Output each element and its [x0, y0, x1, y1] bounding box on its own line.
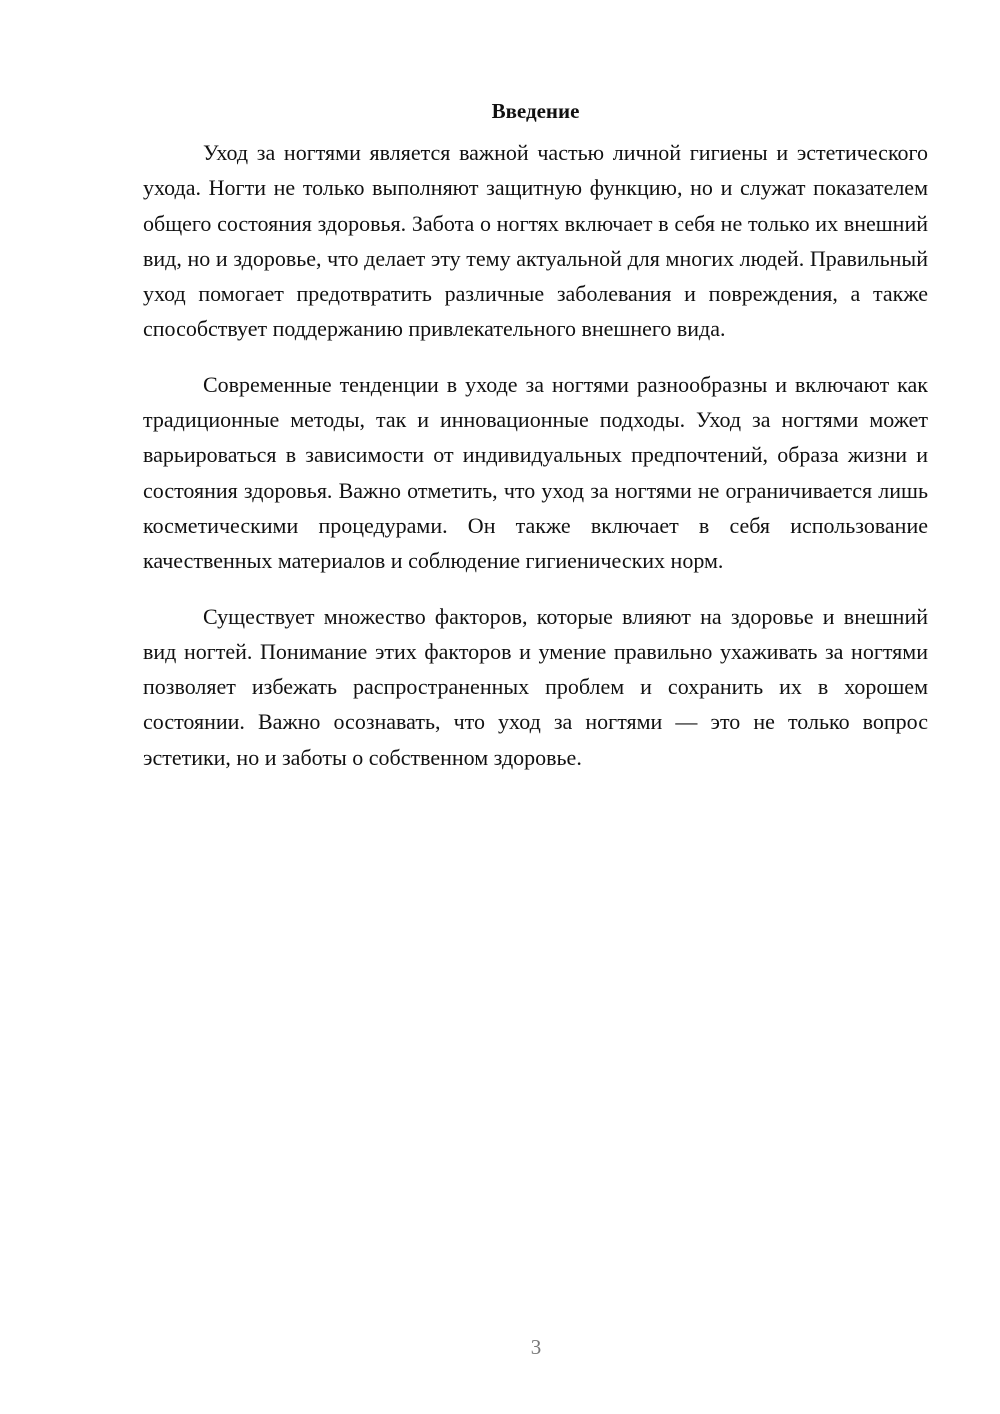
page-number: 3 — [530, 1335, 542, 1359]
paragraph-1: Уход за ногтями является важной частью личной гигиены и эстетического ухода. Ногти не только выполняют защитную функцию, но и служат показателем общего состояния здоровья. Забота о ногтях включает в себя не только их внешний вид, но и здоровье, что делает эту тему актуальной для многих людей. Правильный уход помогает предотвратить различные заболевания и повреждения, а также способствует поддержанию привлекательного внешнего вида. — [143, 140, 928, 342]
page-content — [143, 96, 928, 795]
section-title: Введение — [491, 99, 580, 123]
paragraph-2: Современные тенденции в уходе за ногтями разнообразны и включают как традиционные методы, так и инновационные подходы. Уход за ногтями может варьироваться в зависимости от индивидуальных предпочтений, образа жизни и состояния здоровья. Важно отметить, что уход за ногтями не ограничивается лишь косметическими процедурами. Он также включает в себя использование качественных материалов и соблюдение гигиенических норм. — [143, 371, 928, 574]
paragraph-3: Существует множество факторов, которые влияют на здоровье и внешний вид ногтей. Понимание этих факторов и умение правильно ухаживать за ногтями позволяет избежать распространенных проблем и сохранить их в хорошем состоянии. Важно осознавать, что уход за ногтями — это не только вопрос эстетики, но и заботы о собственном здоровье. — [143, 603, 928, 770]
